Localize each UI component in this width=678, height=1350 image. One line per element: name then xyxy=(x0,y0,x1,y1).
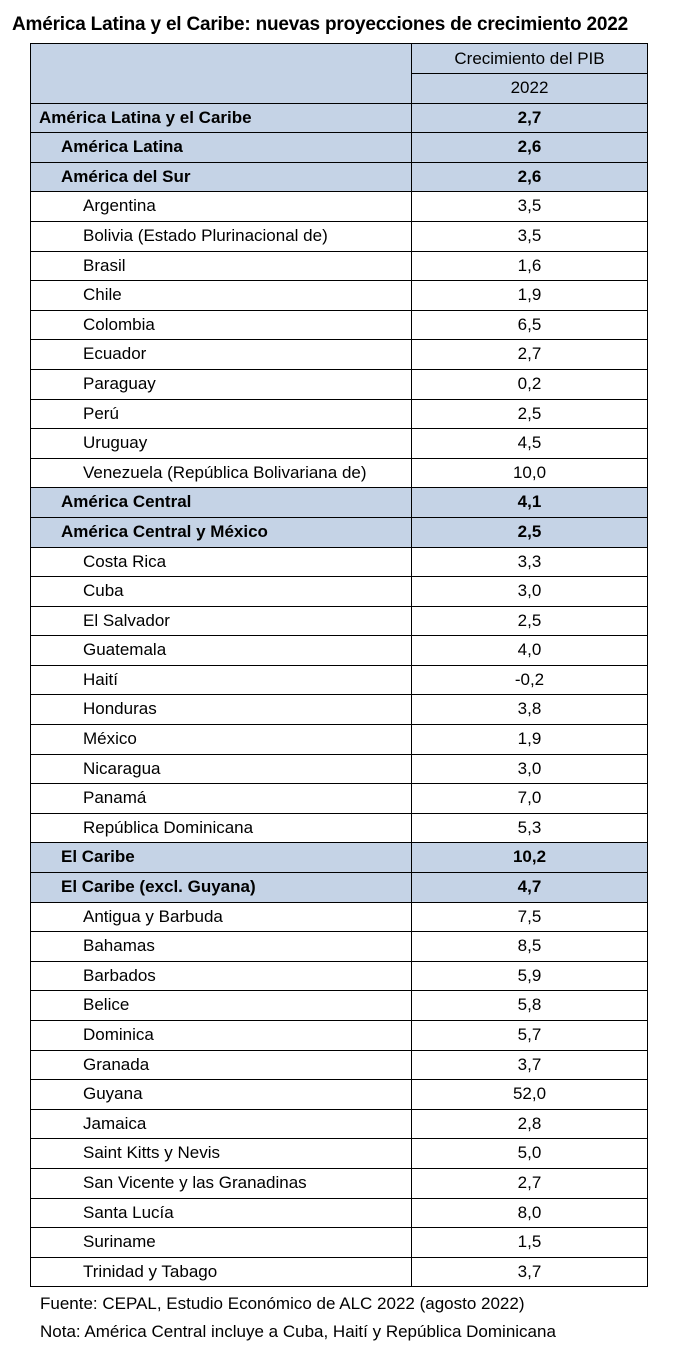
table-row xyxy=(31,1228,648,1258)
row-label: Perú xyxy=(31,399,412,429)
row-label: Cuba xyxy=(31,577,412,607)
table-body xyxy=(31,103,648,1287)
row-value: -0,2 xyxy=(412,665,648,695)
row-label: Bolivia (Estado Plurinacional de) xyxy=(31,221,412,251)
row-value: 5,9 xyxy=(412,961,648,991)
row-label: El Caribe xyxy=(31,843,412,873)
row-value: 3,7 xyxy=(412,1257,648,1287)
row-value: 5,0 xyxy=(412,1139,648,1169)
row-label: Guatemala xyxy=(31,636,412,666)
row-label: Belice xyxy=(31,991,412,1021)
row-value: 8,5 xyxy=(412,932,648,962)
row-value: 3,7 xyxy=(412,1050,648,1080)
table-row xyxy=(31,813,648,843)
table-row xyxy=(31,636,648,666)
aggregate-row xyxy=(31,488,648,518)
table-row xyxy=(31,577,648,607)
row-value: 2,7 xyxy=(412,1168,648,1198)
row-value: 7,5 xyxy=(412,902,648,932)
row-label: Santa Lucía xyxy=(31,1198,412,1228)
row-label: Costa Rica xyxy=(31,547,412,577)
row-value: 3,0 xyxy=(412,754,648,784)
row-value: 5,7 xyxy=(412,1021,648,1051)
table-row xyxy=(31,991,648,1021)
table-row xyxy=(31,754,648,784)
table-row xyxy=(31,606,648,636)
aggregate-row xyxy=(31,873,648,903)
table-row xyxy=(31,1198,648,1228)
table-row xyxy=(31,221,648,251)
row-value: 1,9 xyxy=(412,281,648,311)
row-label: América Central y México xyxy=(31,517,412,547)
row-label: República Dominicana xyxy=(31,813,412,843)
table-row xyxy=(31,784,648,814)
table-row xyxy=(31,665,648,695)
row-value: 3,5 xyxy=(412,192,648,222)
row-label: Barbados xyxy=(31,961,412,991)
row-label: San Vicente y las Granadinas xyxy=(31,1168,412,1198)
column-header-year: 2022 xyxy=(412,74,648,104)
row-label: El Salvador xyxy=(31,606,412,636)
table-row xyxy=(31,547,648,577)
row-label: Jamaica xyxy=(31,1109,412,1139)
row-label: Nicaragua xyxy=(31,754,412,784)
row-value: 3,0 xyxy=(412,577,648,607)
row-value: 1,5 xyxy=(412,1228,648,1258)
column-header-gdp: Crecimiento del PIB xyxy=(412,44,648,74)
row-value: 2,5 xyxy=(412,517,648,547)
row-label: Antigua y Barbuda xyxy=(31,902,412,932)
row-value: 6,5 xyxy=(412,310,648,340)
aggregate-row xyxy=(31,843,648,873)
row-value: 4,0 xyxy=(412,636,648,666)
table-row xyxy=(31,1109,648,1139)
row-label: Uruguay xyxy=(31,429,412,459)
table-row xyxy=(31,399,648,429)
row-value: 2,5 xyxy=(412,606,648,636)
row-label: Chile xyxy=(31,281,412,311)
row-label: Argentina xyxy=(31,192,412,222)
row-label: Dominica xyxy=(31,1021,412,1051)
table-row xyxy=(31,1168,648,1198)
row-label: México xyxy=(31,725,412,755)
row-value: 4,7 xyxy=(412,873,648,903)
row-value: 52,0 xyxy=(412,1080,648,1110)
row-label: América Central xyxy=(31,488,412,518)
table-row xyxy=(31,961,648,991)
table-row xyxy=(31,369,648,399)
row-value: 10,0 xyxy=(412,458,648,488)
table-row xyxy=(31,1139,648,1169)
table-row xyxy=(31,281,648,311)
row-value: 2,6 xyxy=(412,133,648,163)
table-row xyxy=(31,340,648,370)
aggregate-row xyxy=(31,517,648,547)
source-note: Fuente: CEPAL, Estudio Económico de ALC 2022 (agosto 2022) xyxy=(40,1294,525,1313)
header-empty-cell xyxy=(31,44,412,104)
scope-note: Nota: América Central incluye a Cuba, Haití y República Dominicana xyxy=(40,1322,556,1341)
row-value: 0,2 xyxy=(412,369,648,399)
aggregate-row xyxy=(31,103,648,133)
table-title: América Latina y el Caribe: nuevas proyecciones de crecimiento 2022 xyxy=(12,14,628,35)
table-row xyxy=(31,1257,648,1287)
table-row xyxy=(31,932,648,962)
row-label: Colombia xyxy=(31,310,412,340)
row-value: 7,0 xyxy=(412,784,648,814)
growth-table xyxy=(30,43,648,1287)
row-label: Ecuador xyxy=(31,340,412,370)
table-row xyxy=(31,192,648,222)
aggregate-row xyxy=(31,133,648,163)
footnotes xyxy=(40,1290,556,1346)
row-label: Honduras xyxy=(31,695,412,725)
row-label: Trinidad y Tabago xyxy=(31,1257,412,1287)
row-value: 10,2 xyxy=(412,843,648,873)
row-label: América Latina xyxy=(31,133,412,163)
row-value: 1,6 xyxy=(412,251,648,281)
aggregate-row xyxy=(31,162,648,192)
row-value: 3,8 xyxy=(412,695,648,725)
row-label: Saint Kitts y Nevis xyxy=(31,1139,412,1169)
row-value: 2,5 xyxy=(412,399,648,429)
row-label: América del Sur xyxy=(31,162,412,192)
table-row xyxy=(31,1021,648,1051)
row-label: Bahamas xyxy=(31,932,412,962)
row-value: 3,3 xyxy=(412,547,648,577)
row-value: 1,9 xyxy=(412,725,648,755)
row-value: 5,3 xyxy=(412,813,648,843)
table-row xyxy=(31,458,648,488)
row-value: 2,6 xyxy=(412,162,648,192)
header-row xyxy=(31,44,648,74)
table-row xyxy=(31,902,648,932)
table-row xyxy=(31,1080,648,1110)
table-row xyxy=(31,1050,648,1080)
row-value: 4,1 xyxy=(412,488,648,518)
table-row xyxy=(31,429,648,459)
row-value: 2,7 xyxy=(412,340,648,370)
row-label: Suriname xyxy=(31,1228,412,1258)
row-label: Haití xyxy=(31,665,412,695)
row-value: 4,5 xyxy=(412,429,648,459)
row-value: 2,7 xyxy=(412,103,648,133)
row-label: Paraguay xyxy=(31,369,412,399)
table-row xyxy=(31,695,648,725)
row-label: Brasil xyxy=(31,251,412,281)
table-row xyxy=(31,310,648,340)
row-value: 3,5 xyxy=(412,221,648,251)
row-label: Granada xyxy=(31,1050,412,1080)
table-row xyxy=(31,251,648,281)
row-label: Guyana xyxy=(31,1080,412,1110)
row-value: 8,0 xyxy=(412,1198,648,1228)
row-label: Panamá xyxy=(31,784,412,814)
row-value: 5,8 xyxy=(412,991,648,1021)
row-label: El Caribe (excl. Guyana) xyxy=(31,873,412,903)
table-row xyxy=(31,725,648,755)
row-value: 2,8 xyxy=(412,1109,648,1139)
row-label: Venezuela (República Bolivariana de) xyxy=(31,458,412,488)
row-label: América Latina y el Caribe xyxy=(31,103,412,133)
